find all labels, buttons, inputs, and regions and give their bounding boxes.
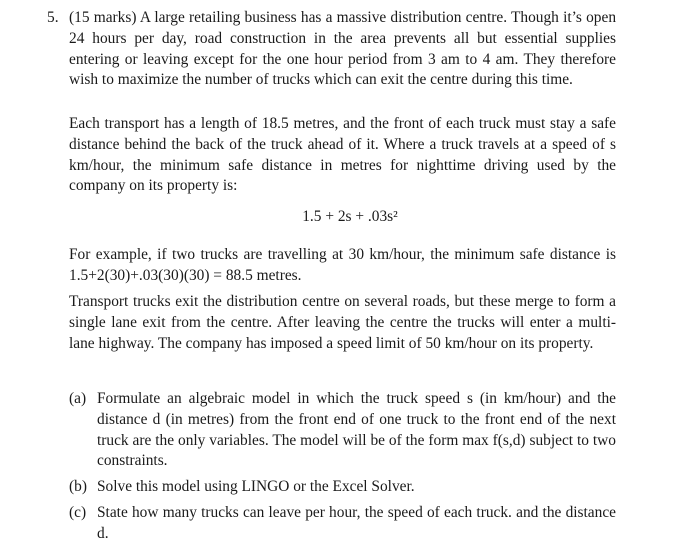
part-b-text: Solve this model using LINGO or the Excel Solver. bbox=[97, 478, 415, 495]
question-number: 5. bbox=[47, 9, 59, 26]
part-a-label: (a) bbox=[69, 390, 87, 407]
part-b-label: (b) bbox=[69, 478, 87, 495]
question-intro bbox=[69, 8, 616, 91]
part-a-text: Formulate an algebraic model in which the truck speed s (in km/hour) and the distance d (in metres) from the front end of one truck to the front end of the next truck are the only variables. The model will be of the form max f(s,d) subject to two constraints. bbox=[97, 390, 616, 470]
intro-text: A large retailing business has a massive distribution centre. Though it’s open 24 hours per day, road construction in the area prevents all but essential supplies entering or leaving except for the one hour period from 3 am to 4 am. They therefore wish to maximize the number of trucks which can exit the centre during this time. bbox=[69, 9, 617, 89]
truck-length-paragraph: Each transport has a length of 18.5 metres, and the front of each truck must stay a safe distance behind the back of the truck ahead of it. Where a truck travels at a speed of s km/hour, the minimum safe distance in metres for nighttime driving used by the company on its property is: bbox=[69, 115, 616, 195]
safe-distance-formula: 1.5 + 2s + .03s² bbox=[302, 208, 398, 225]
marks-label: (15 marks) bbox=[69, 9, 137, 26]
example-paragraph: For example, if two trucks are travelling at 30 km/hour, the minimum safe distance is 1.5+2(30)+.03(30)(30) = 88.5 metres. bbox=[69, 246, 616, 284]
part-c-label: (c) bbox=[69, 504, 87, 521]
exit-roads-paragraph: Transport trucks exit the distribution centre on several roads, but these merge to form a single lane exit from the centre. After leaving the centre the trucks will enter a multi-lane highway. The company has imposed a speed limit of 50 km/hour on its property. bbox=[69, 293, 616, 352]
part-c-text: State how many trucks can leave per hour, the speed of each truck. and the distance d. bbox=[97, 504, 616, 542]
